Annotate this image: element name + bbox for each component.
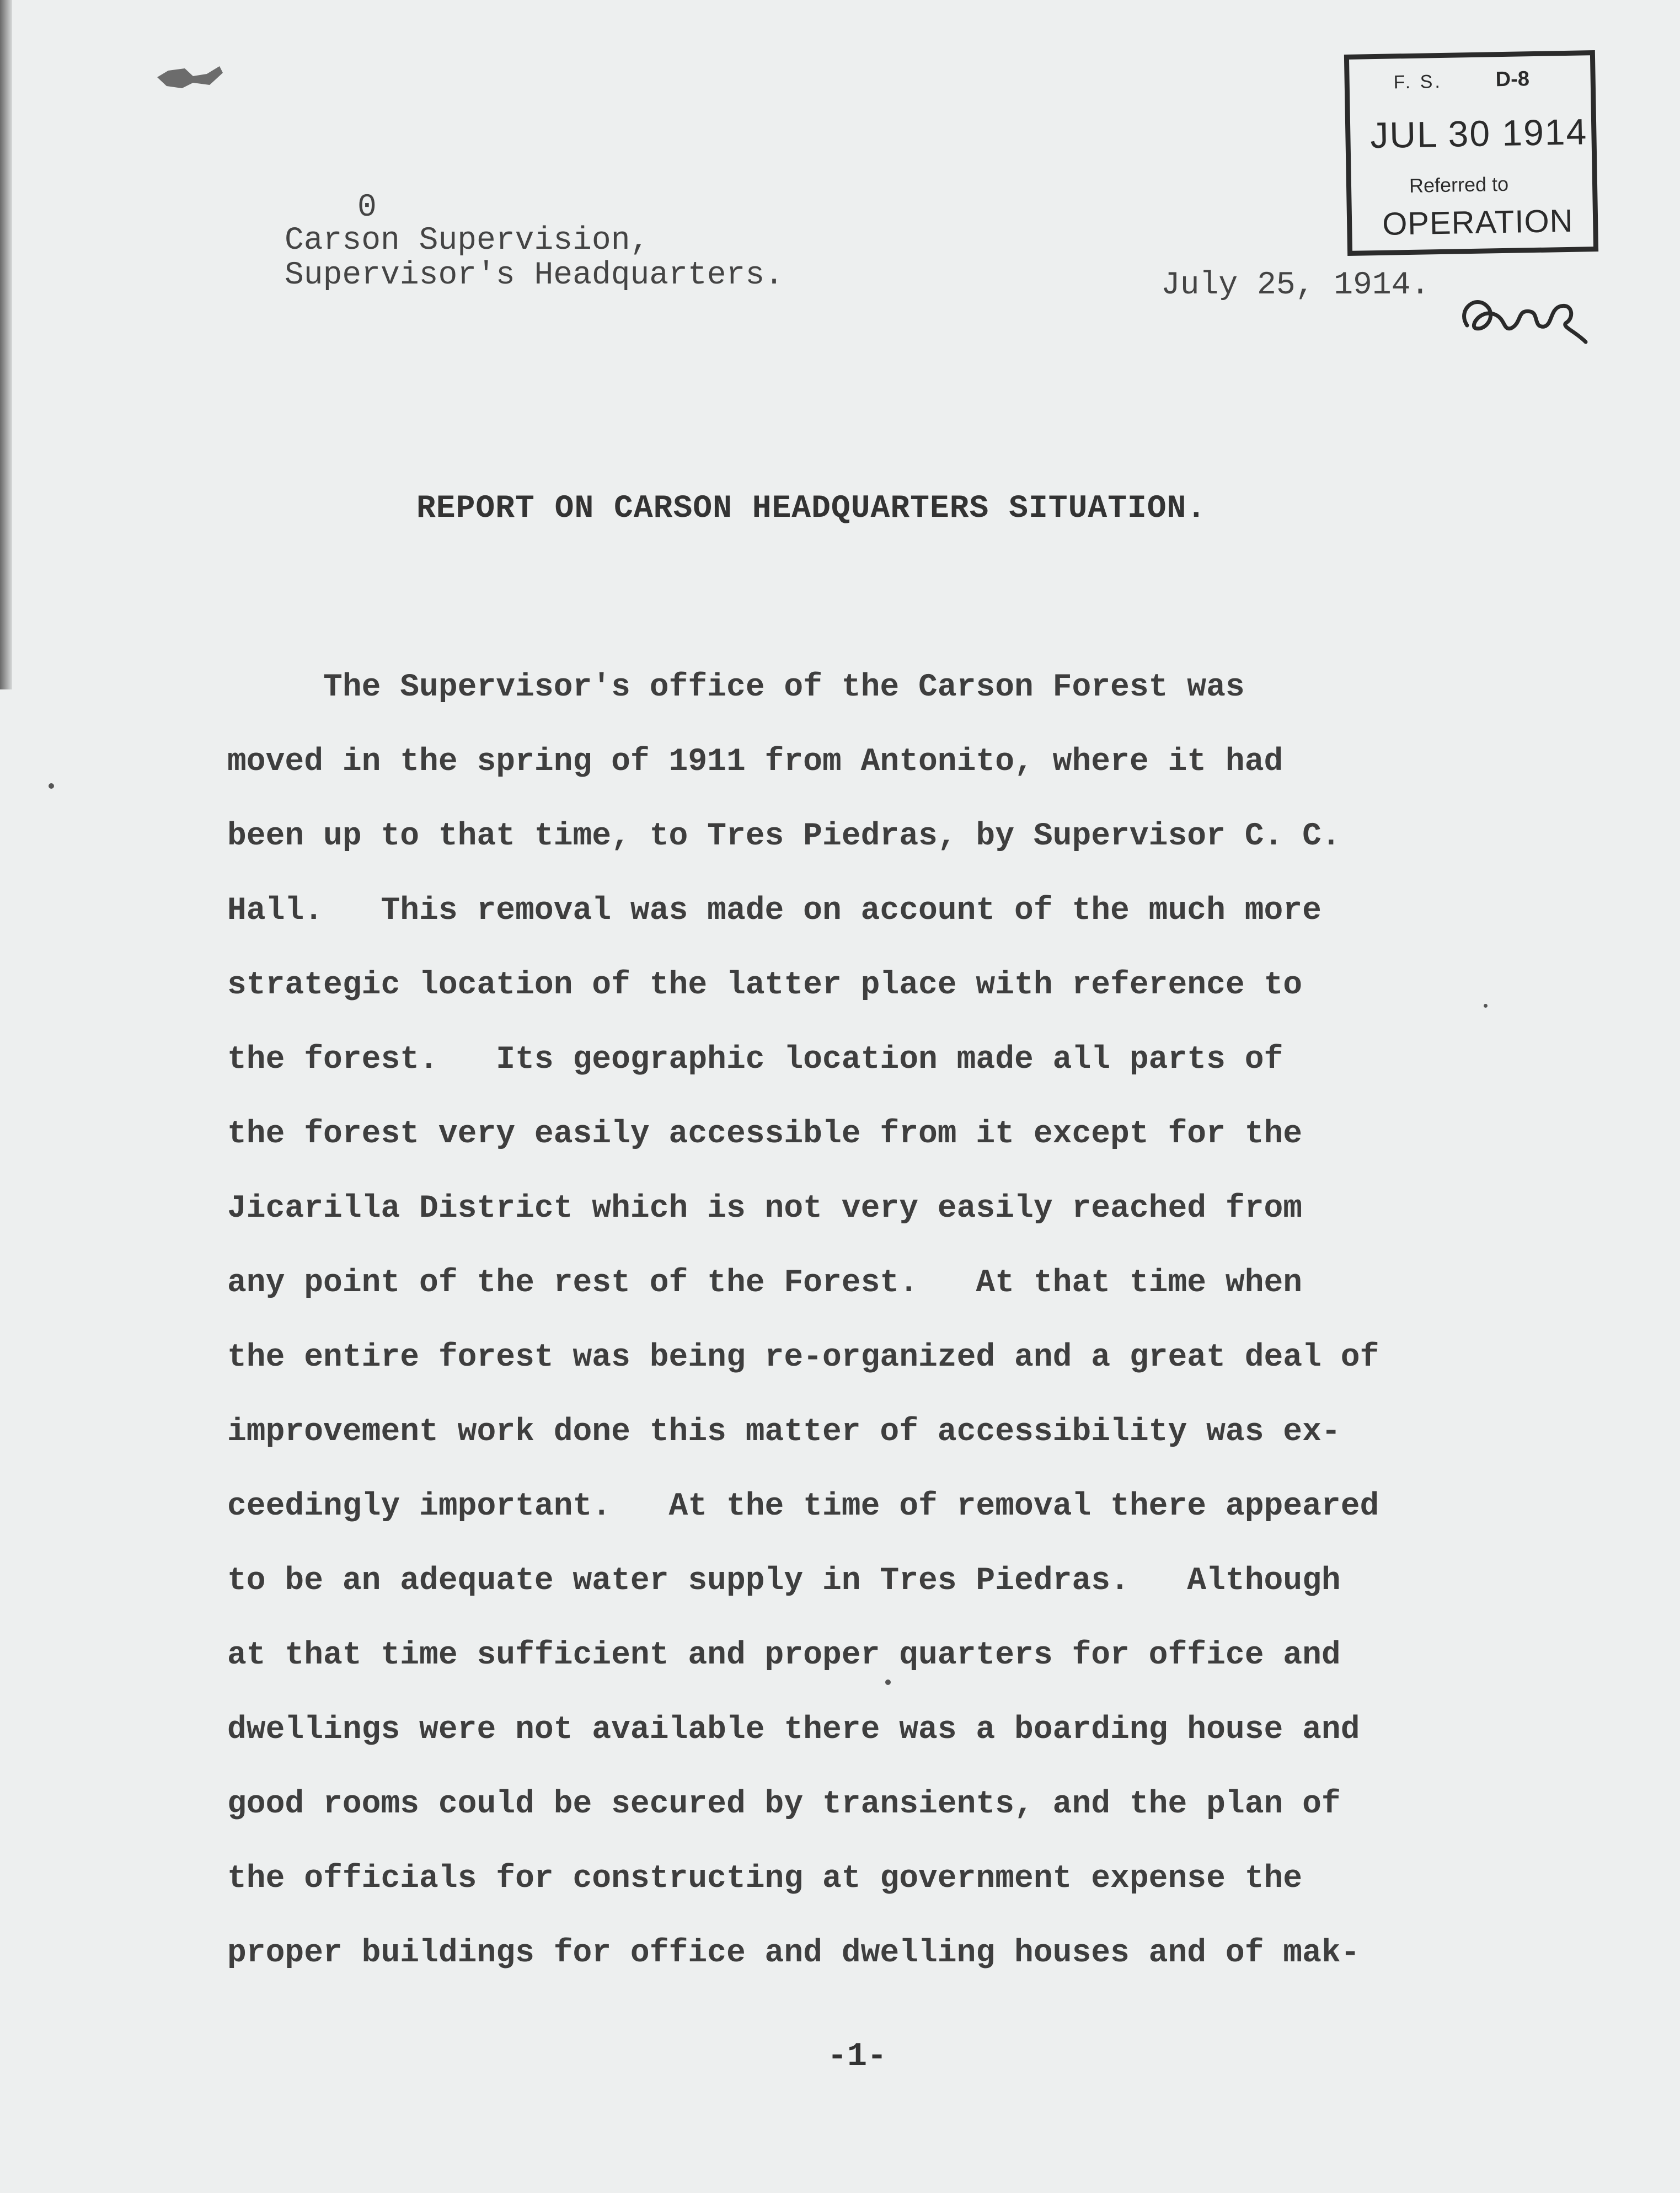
received-stamp [1344, 50, 1598, 256]
body-line: improvement work done this matter of accessibility was ex- [227, 1414, 1341, 1450]
header-location: Supervisor's Headquarters. [285, 258, 784, 293]
body-line: Hall. This removal was made on account of the much more [227, 893, 1321, 929]
speck [49, 783, 54, 789]
body-line: dwellings were not available there was a boarding house and [227, 1712, 1360, 1748]
letter-date: July 25, 1914. [1161, 268, 1430, 303]
stamp-date: JUL 30 1914 [1369, 111, 1588, 156]
body-line: proper buildings for office and dwelling houses and of mak- [227, 1935, 1360, 1971]
body-line: the entire forest was being re-organized and a great deal of [227, 1340, 1379, 1376]
body-line: the forest. Its geographic location made all parts of [227, 1042, 1283, 1078]
speck [885, 1679, 891, 1685]
body-line: the officials for constructing at government expense the [227, 1861, 1303, 1897]
body-line: ceedingly important. At the time of removal there appeared [227, 1489, 1379, 1525]
body-line: to be an adequate water supply in Tres Piedras. Although [227, 1563, 1341, 1599]
body-line: The Supervisor's office of the Carson Forest was [227, 670, 1245, 705]
page-edge-shadow [0, 0, 12, 689]
body-line: moved in the spring of 1911 from Antonito, where it had [227, 744, 1283, 780]
stamp-referred: Referred to [1409, 172, 1509, 197]
header-mark: 0 [357, 190, 377, 226]
report-title: REPORT ON CARSON HEADQUARTERS SITUATION. [416, 491, 1207, 527]
body-line: the forest very easily accessible from it except for the [227, 1116, 1303, 1152]
handwritten-initials [1456, 276, 1599, 353]
speck [1484, 1004, 1488, 1008]
body-line: been up to that time, to Tres Piedras, by Supervisor C. C. [227, 819, 1341, 854]
stamp-code: D-8 [1495, 67, 1530, 92]
paper-clip-mark [154, 61, 226, 94]
header-office: Carson Supervision, [285, 223, 650, 259]
stamp-fs-label: F. S. [1393, 71, 1443, 93]
body-line: any point of the rest of the Forest. At that time when [227, 1265, 1303, 1301]
body-line: good rooms could be secured by transients, and the plan of [227, 1787, 1341, 1822]
stamp-division: OPERATION [1382, 202, 1574, 242]
body-line: strategic location of the latter place with reference to [227, 967, 1303, 1003]
page-number: -1- [827, 2038, 887, 2076]
body-line: Jicarilla District which is not very easily reached from [227, 1191, 1303, 1227]
body-line: at that time sufficient and proper quarters for office and [227, 1638, 1341, 1673]
